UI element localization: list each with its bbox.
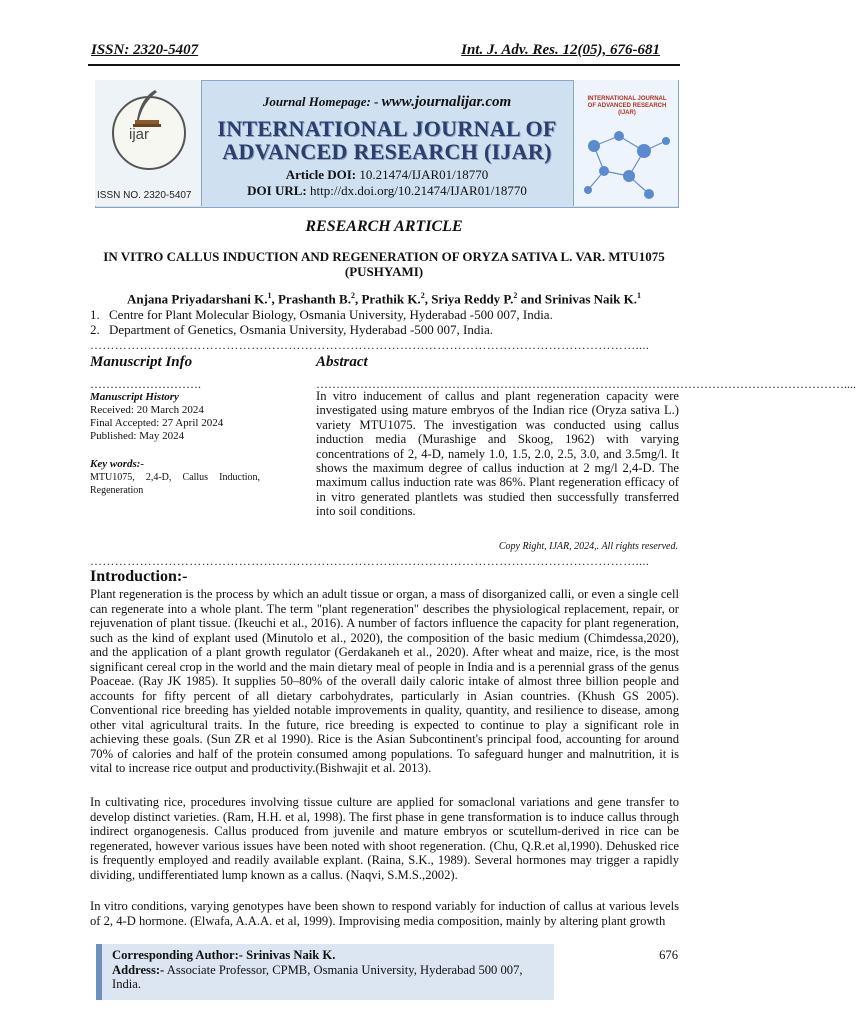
manuscript-info-heading: Manuscript Info: [90, 354, 193, 370]
doi-info: [200, 167, 574, 199]
author-separator: ,: [271, 291, 278, 307]
keywords-label: Key words:-: [90, 458, 145, 470]
author-affiliation-mark: 1: [267, 291, 272, 300]
intro-paragraph-3: In vitro conditions, varying genotypes have been shown to respond variably for induction of callus at various levels of 2, 4-D hormone. (Elwafa, A.A.A. et al, 1999). Improvising media composition, mainly by altering plant growth: [90, 899, 679, 928]
affiliation-text: Centre for Plant Molecular Biology, Osmania University, Hyderabad -500 007, India.: [109, 307, 553, 322]
author-affiliation-mark: 2: [420, 291, 425, 300]
separator-dots: ……………………………………………………………………………………………………………………....: [90, 338, 650, 352]
author-affiliation-mark: 2: [513, 291, 518, 300]
journal-title-line1: INTERNATIONAL JOURNAL OF: [217, 116, 557, 141]
homepage-link[interactable]: www.journalijar.com: [381, 94, 512, 110]
page-number: 676: [659, 948, 678, 962]
author-name: Prashanth B.: [277, 291, 351, 307]
journal-title: [200, 117, 574, 163]
author-name: Anjana Priyadarshani K.: [126, 291, 268, 307]
quill-icon: [125, 86, 169, 130]
homepage-label: Journal Homepage: -: [262, 94, 379, 109]
abstract-text: In vitro inducement of callus and plant regeneration capacity were investigated using mature embryos of the Indian rice (Oryza sativa L.) variety MTU1075. The investigation was conducted using callus induction media (Murashige and Skoog, 1962) with varying concentrations of 2, 4-D, namely 1.0, 1.5, 2.0, 2.5, 3.0, and 3.5mg/l. It shows the maximum degree of callus induction at 2 mg/l 2,4-D. The maximum callus induction rate was 86%. Plant regeneration efficacy of in vitro generated plantlets was studied then successfully transferred into soil conditions.: [316, 389, 679, 519]
history-label: Manuscript History: [90, 391, 179, 403]
author-affiliation-mark: 2: [350, 291, 355, 300]
manuscript-history: [90, 391, 270, 443]
doi-url-link[interactable]: http://dx.doi.org/10.21474/IJAR01/18770: [310, 183, 527, 198]
affiliation-1: [90, 307, 680, 323]
manuscript-info-dots: ……………………….: [90, 377, 201, 391]
intro-paragraph-1: Plant regeneration is the process by which an adult tissue or organ, a mass of disorganized calli, or even a single cell can regenerate into a whole plant. The term "plant regeneration" describes the physiological replacement, repair, or rejuvenation of plant tissue. (Ikeuchi et al., 2016). A number of factors influence the capacity for plant regeneration, such as the kind of explant used (Minutolo et al., 2020), the composition of the basic medium (Chimdessa,2020), and the application of a plant growth regulator (Gerdakaneh et al., 2020). After wheat and maize, rice, is the most significant cereal crop in the world and the main dietary meal of people in India and is a perennial grass of the genus Poaceae. (Ray JK 1985). It supplies 50–80% of the overall daily caloric intake of almost three billion people and accounts for fifty percent of all dietary carbohydrates, particularly in Asian countries. (Khush GS 2005). Conventional rice breeding has yielded notable improvements in quality, quantity, and resilience to disease, among other vital agricultural traits. In the future, rice breeding is expected to continue to play a significant role in achieving these goals. (Sun ZR et al 1990). Rice is the Asian Subcontinent's principal food, accounting for around 70% of calories and half of the protein consumed among populations. To safeguard hunger and malnutrition, it is vital to increase rice output and productivity.(Bishwajit et al. 2013).: [90, 587, 679, 775]
affiliation-2: [90, 322, 680, 338]
received-date: Received: 20 March 2024: [90, 404, 204, 416]
article-title-line1: IN VITRO CALLUS INDUCTION AND REGENERATION OF ORYZA SATIVA L. VAR. MTU1075: [103, 249, 665, 264]
article-doi: 10.21474/IJAR01/18770: [359, 167, 489, 182]
author-affiliation-mark: 1: [637, 291, 641, 300]
affiliation-text: Department of Genetics, Osmania University, Hyderabad -500 007, India.: [109, 322, 493, 337]
intro-paragraph-2: In cultivating rice, procedures involving tissue culture are applied for somaclonal variations and gene transfer to develop distinct varieties. (Ram, H.H. et al, 1998). The first phase in gene transformation is to induce callus through indirect organogenesis. Callus produced from juvenile and mature embryos or scutellum-derived in rice can be regenerated, however various issues have been noted with shoot regeneration. (Chu, Q.R.et al,1990). Dehusked rice is frequently employed and readily available explant. (Raina, S.K., 1989). Several hormones may trigger a rapidly dividing, undifferentiated lump known as a callus. (Naqvi, S.M.S.,2002).: [90, 795, 679, 882]
copyright-notice: Copy Right, IJAR, 2024,. All rights reserved.: [498, 541, 678, 552]
author-separator: ,: [354, 291, 362, 307]
introduction-heading: Introduction:-: [90, 568, 188, 585]
journal-title-line2: ADVANCED RESEARCH (IJAR): [222, 139, 552, 164]
article-title: [100, 249, 668, 279]
running-header-issn: ISSN: 2320-5407: [91, 42, 199, 58]
accepted-date: Final Accepted: 27 April 2024: [90, 417, 224, 429]
logo-issn: ISSN NO. 2320-5407: [97, 190, 192, 201]
abstract-heading: Abstract: [316, 354, 368, 370]
doi-url-label: DOI URL:: [247, 183, 307, 198]
corr-label: Corresponding Author:-: [112, 948, 243, 962]
author-list: [88, 291, 680, 307]
address-label: Address:-: [112, 962, 165, 977]
address-text: Associate Professor, CPMB, Osmania University, Hyderabad 500 007, India.: [112, 962, 523, 991]
corr-name: Srinivas Naik K.: [246, 948, 336, 962]
author-separator: and: [517, 291, 545, 307]
logo-text: ijar: [129, 126, 150, 143]
keywords-block: [90, 458, 260, 497]
running-header-citation: Int. J. Adv. Res. 12(05), 676-681: [461, 42, 660, 58]
keywords-text: MTU1075, 2,4-D, Callus Induction, Regeneration: [90, 472, 260, 496]
author-name: Srinivas Naik K.: [544, 291, 637, 307]
article-title-line2: (PUSHYAMI): [344, 264, 424, 279]
journal-cover-thumbnail: [573, 80, 678, 206]
article-type: RESEARCH ARTICLE: [305, 218, 463, 235]
affiliation-number: 2.: [90, 322, 100, 337]
separator-dots: ……………………………………………………………………………………………………………………....: [90, 554, 650, 568]
journal-homepage: [200, 94, 574, 111]
corresponding-author: [112, 948, 542, 992]
author-separator: ,: [424, 291, 432, 307]
affiliation-number: 1.: [90, 307, 100, 322]
article-doi-label: Article DOI:: [285, 167, 357, 182]
author-name: Prathik K.: [361, 291, 421, 307]
published-date: Published: May 2024: [90, 430, 185, 442]
header-rule: [88, 64, 680, 66]
abstract-dots: ……………………………………………………………………………………………………………………....: [316, 377, 856, 391]
journal-logo: [95, 80, 202, 206]
cover-mini-title: INTERNATIONAL JOURNAL OF ADVANCED RESEARCH (IJAR): [587, 96, 667, 116]
molecule-graphic-icon: [574, 116, 678, 206]
author-name: Sriya Reddy P.: [431, 291, 514, 307]
